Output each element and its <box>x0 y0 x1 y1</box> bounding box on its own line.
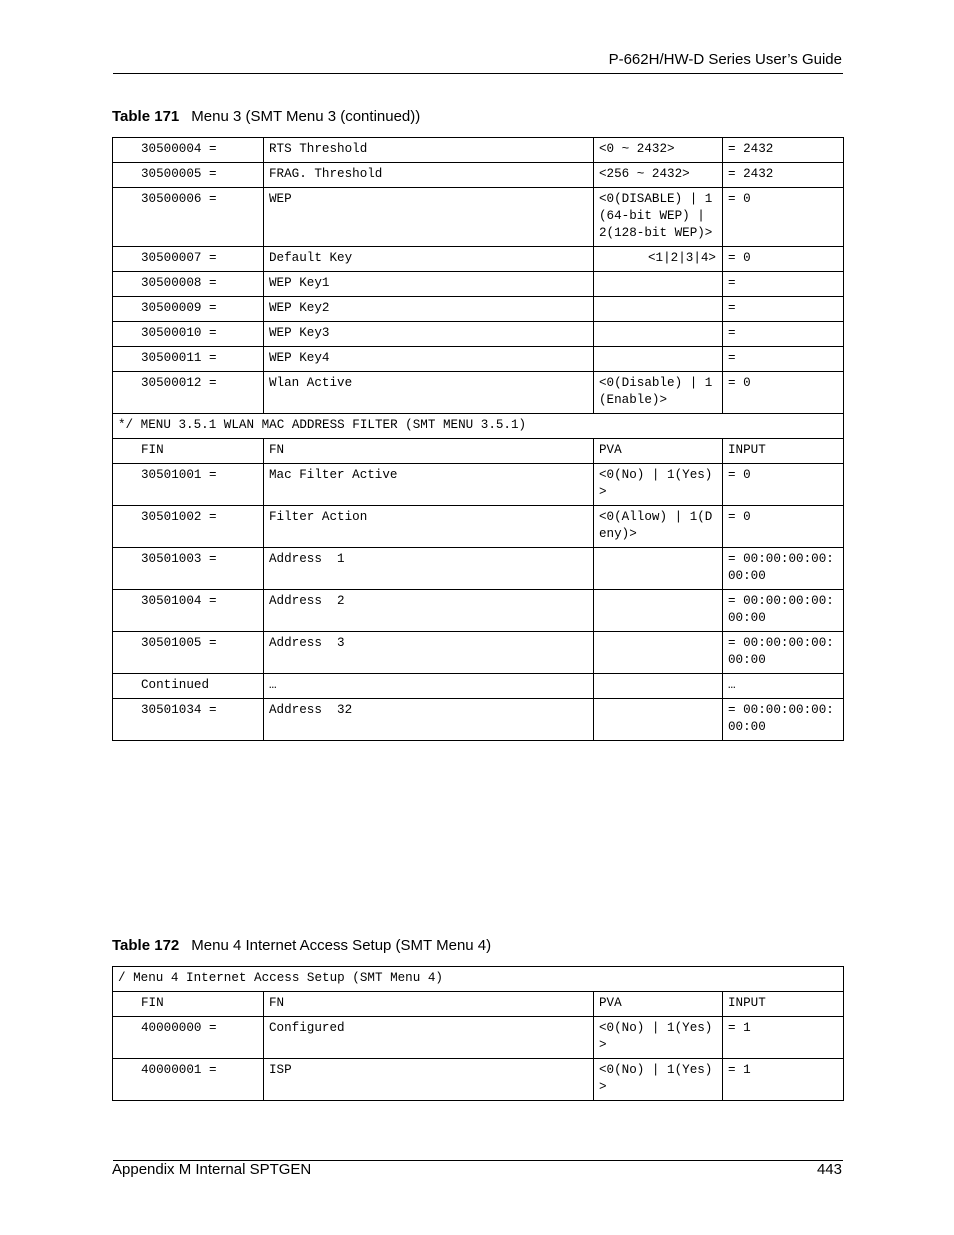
fn-cell: WEP <box>264 188 594 247</box>
fin-cell: 30500012 = <box>113 372 264 414</box>
fin-cell: 30500011 = <box>113 347 264 372</box>
fin-cell: 30500004 = <box>113 138 264 163</box>
table-row <box>113 1059 844 1101</box>
table-row <box>113 372 844 414</box>
table-row <box>113 548 844 590</box>
fn-cell: Configured <box>264 1017 594 1059</box>
pva-cell: <1|2|3|4> <box>594 247 723 272</box>
fin-cell: 30501001 = <box>113 464 264 506</box>
table-row <box>113 1017 844 1059</box>
input-cell: … <box>723 674 844 699</box>
fin-cell: 30501005 = <box>113 632 264 674</box>
input-cell: = <box>723 347 844 372</box>
header-pva: PVA <box>594 992 723 1017</box>
input-cell: = 1 <box>723 1059 844 1101</box>
fin-cell: 40000000 = <box>113 1017 264 1059</box>
fin-cell: 30500009 = <box>113 297 264 322</box>
table-row <box>113 590 844 632</box>
pva-cell: <0(No) | 1(Yes)> <box>594 1059 723 1101</box>
header-fn: FN <box>264 439 594 464</box>
table-row <box>113 632 844 674</box>
fn-cell: Default Key <box>264 247 594 272</box>
fin-cell: Continued <box>113 674 264 699</box>
input-cell: = <box>723 322 844 347</box>
fin-cell: 30500005 = <box>113 163 264 188</box>
header-fin: FIN <box>113 439 264 464</box>
pva-cell <box>594 548 723 590</box>
table-171-caption <box>112 108 420 125</box>
fin-cell: 30500008 = <box>113 272 264 297</box>
pva-cell: <0(Disable) | 1(Enable)> <box>594 372 723 414</box>
pva-cell: <0(No) | 1(Yes)> <box>594 1017 723 1059</box>
pva-cell: <0(No) | 1(Yes)> <box>594 464 723 506</box>
table-row <box>113 699 844 741</box>
fn-cell: WEP Key4 <box>264 347 594 372</box>
fn-cell: WEP Key1 <box>264 272 594 297</box>
pva-cell <box>594 632 723 674</box>
fin-cell: 30501034 = <box>113 699 264 741</box>
header-fn: FN <box>264 992 594 1017</box>
table-row <box>113 464 844 506</box>
table-row <box>113 188 844 247</box>
input-cell: = 0 <box>723 247 844 272</box>
input-cell: = 0 <box>723 188 844 247</box>
fn-cell: FRAG. Threshold <box>264 163 594 188</box>
table-row <box>113 272 844 297</box>
pva-cell <box>594 674 723 699</box>
table-row <box>113 347 844 372</box>
pva-cell <box>594 297 723 322</box>
fn-cell: Address 1 <box>264 548 594 590</box>
fn-cell: … <box>264 674 594 699</box>
input-cell: = 00:00:00:00:00:00 <box>723 632 844 674</box>
fin-cell: 30501004 = <box>113 590 264 632</box>
input-cell: = 00:00:00:00:00:00 <box>723 699 844 741</box>
fn-cell: RTS Threshold <box>264 138 594 163</box>
header-fin: FIN <box>113 992 264 1017</box>
input-cell: = 2432 <box>723 163 844 188</box>
fn-cell: Address 32 <box>264 699 594 741</box>
column-header-row <box>113 992 844 1017</box>
table-row <box>113 247 844 272</box>
input-cell: = 2432 <box>723 138 844 163</box>
header-rule <box>113 73 843 74</box>
fin-cell: 40000001 = <box>113 1059 264 1101</box>
page-number: 443 <box>816 1161 842 1178</box>
fin-cell: 30500006 = <box>113 188 264 247</box>
page-header-title: P-662H/HW-D Series User’s Guide <box>608 51 842 68</box>
section-heading: / Menu 4 Internet Access Setup (SMT Menu 4) <box>113 967 844 992</box>
input-cell: = 00:00:00:00:00:00 <box>723 590 844 632</box>
pva-cell <box>594 590 723 632</box>
input-cell: = <box>723 297 844 322</box>
input-cell: = 0 <box>723 506 844 548</box>
table-row <box>113 138 844 163</box>
fin-cell: 30501002 = <box>113 506 264 548</box>
table-row <box>113 674 844 699</box>
caption-label: Table 171 <box>112 108 180 125</box>
input-cell: = 00:00:00:00:00:00 <box>723 548 844 590</box>
fin-cell: 30501003 = <box>113 548 264 590</box>
fin-cell: 30500007 = <box>113 247 264 272</box>
pva-cell: <256 ~ 2432> <box>594 163 723 188</box>
section-heading: */ MENU 3.5.1 WLAN MAC ADDRESS FILTER (SMT MENU 3.5.1) <box>113 414 844 439</box>
fn-cell: WEP Key2 <box>264 297 594 322</box>
input-cell: = 0 <box>723 372 844 414</box>
pva-cell: <0(Allow) | 1(Deny)> <box>594 506 723 548</box>
caption-text: Menu 3 (SMT Menu 3 (continued)) <box>191 108 421 125</box>
fn-cell: Address 3 <box>264 632 594 674</box>
fn-cell: Mac Filter Active <box>264 464 594 506</box>
fn-cell: WEP Key3 <box>264 322 594 347</box>
table-row <box>113 506 844 548</box>
caption-text: Menu 4 Internet Access Setup (SMT Menu 4) <box>191 937 492 954</box>
caption-label: Table 172 <box>112 937 180 954</box>
pva-cell: <0(DISABLE) | 1(64-bit WEP) | 2(128-bit WEP)> <box>594 188 723 247</box>
footer-section-title: Appendix M Internal SPTGEN <box>112 1161 312 1178</box>
header-input: INPUT <box>723 439 844 464</box>
pva-cell <box>594 322 723 347</box>
header-pva: PVA <box>594 439 723 464</box>
fin-cell: 30500010 = <box>113 322 264 347</box>
input-cell: = 0 <box>723 464 844 506</box>
pva-cell <box>594 699 723 741</box>
section-row <box>113 967 844 992</box>
input-cell: = <box>723 272 844 297</box>
column-header-row <box>113 439 844 464</box>
table-row <box>113 322 844 347</box>
table-row <box>113 297 844 322</box>
table-171 <box>112 137 844 741</box>
fn-cell: Address 2 <box>264 590 594 632</box>
fn-cell: Filter Action <box>264 506 594 548</box>
table-172-caption <box>112 937 491 954</box>
section-row <box>113 414 844 439</box>
pva-cell: <0 ~ 2432> <box>594 138 723 163</box>
pva-cell <box>594 272 723 297</box>
table-172 <box>112 966 844 1101</box>
pva-cell <box>594 347 723 372</box>
fn-cell: Wlan Active <box>264 372 594 414</box>
table-row <box>113 163 844 188</box>
header-input: INPUT <box>723 992 844 1017</box>
fn-cell: ISP <box>264 1059 594 1101</box>
input-cell: = 1 <box>723 1017 844 1059</box>
